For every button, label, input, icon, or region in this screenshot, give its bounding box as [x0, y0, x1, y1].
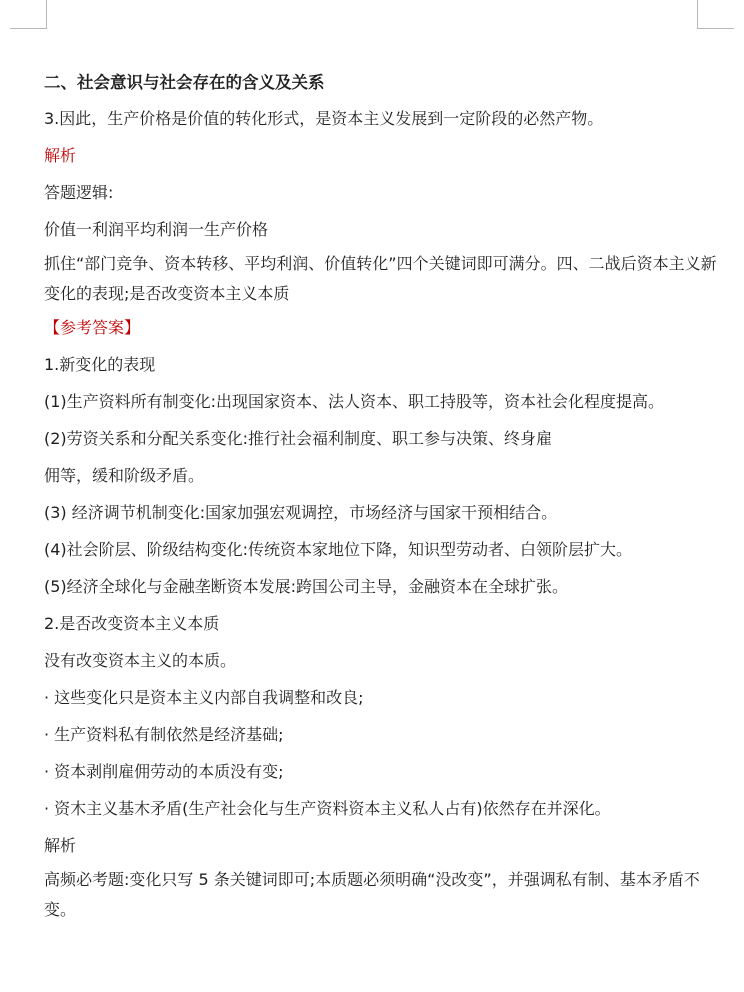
keywords-paragraph: 抓住“部门竞争、资本转移、平均利润、价值转化”四个关键词即可满分。四、二战后资本主义新变化的表现;是否改变资本主义本质: [44, 254, 717, 303]
section-2-answer: 没有改变资本主义的本质。: [44, 651, 237, 670]
bullet-item-2: · 生产资料私有制依然是经济基础;: [44, 725, 284, 744]
analysis-label: 解析: [44, 146, 77, 165]
list-item-5: (5)经济全球化与金融垄断资本发展:跨国公司主导，金融资本在全球扩张。: [44, 577, 569, 596]
bullet-item-1: · 这些变化只是资本主义内部自我调整和改良;: [44, 688, 364, 707]
final-paragraph: 高频必考题:变化只写 5 条关键词即可;本质题必须明确“没改变”，并强调私有制、基本矛盾不变。: [44, 870, 700, 919]
page-corner-mark-left: [10, 0, 47, 29]
list-item-2-line-1: (2)劳资关系和分配关系变化:推行社会福利制度、职工参与决策、终身雇: [44, 429, 553, 448]
bullet-item-3: · 资本剥削雇佣劳动的本质没有变;: [44, 762, 284, 781]
reference-answer-label: 【参考答案】: [44, 318, 141, 337]
bullet-item-4: · 资木主义基木矛盾(生产社会化与生产资料资本主义私人占有)依然存在并深化。: [44, 799, 611, 818]
section-2-title: 2.是否改变资本主义本质: [44, 614, 220, 633]
question-3-text: 3.因此，生产价格是价值的转化形式，是资本主义发展到一定阶段的必然产物。: [44, 109, 604, 128]
list-item-4: (4)社会阶层、阶级结构变化:传统资本家地位下降，知识型劳动者、白领阶层扩大。: [44, 540, 633, 559]
answer-logic-label: 答题逻辑:: [44, 183, 114, 202]
list-item-2-line-2: 佣等，缓和阶级矛盾。: [44, 466, 205, 485]
analysis-label-2: 解析: [44, 836, 77, 855]
page-corner-mark-right: [697, 0, 734, 29]
document-body: [44, 72, 720, 925]
list-item-1: (1)生产资料所有制变化:出现国家资本、法人资本、职工持股等，资本社会化程度提高。: [44, 392, 665, 411]
section-1-title: 1.新变化的表现: [44, 355, 156, 374]
list-item-3: (3) 经济调节机制变化:国家加强宏观调控，市场经济与国家干预相结合。: [44, 503, 558, 522]
section-heading: 二、社会意识与社会存在的含义及关系: [44, 73, 325, 92]
logic-chain-text: 价值一利润平均利润一生产价格: [44, 220, 269, 239]
